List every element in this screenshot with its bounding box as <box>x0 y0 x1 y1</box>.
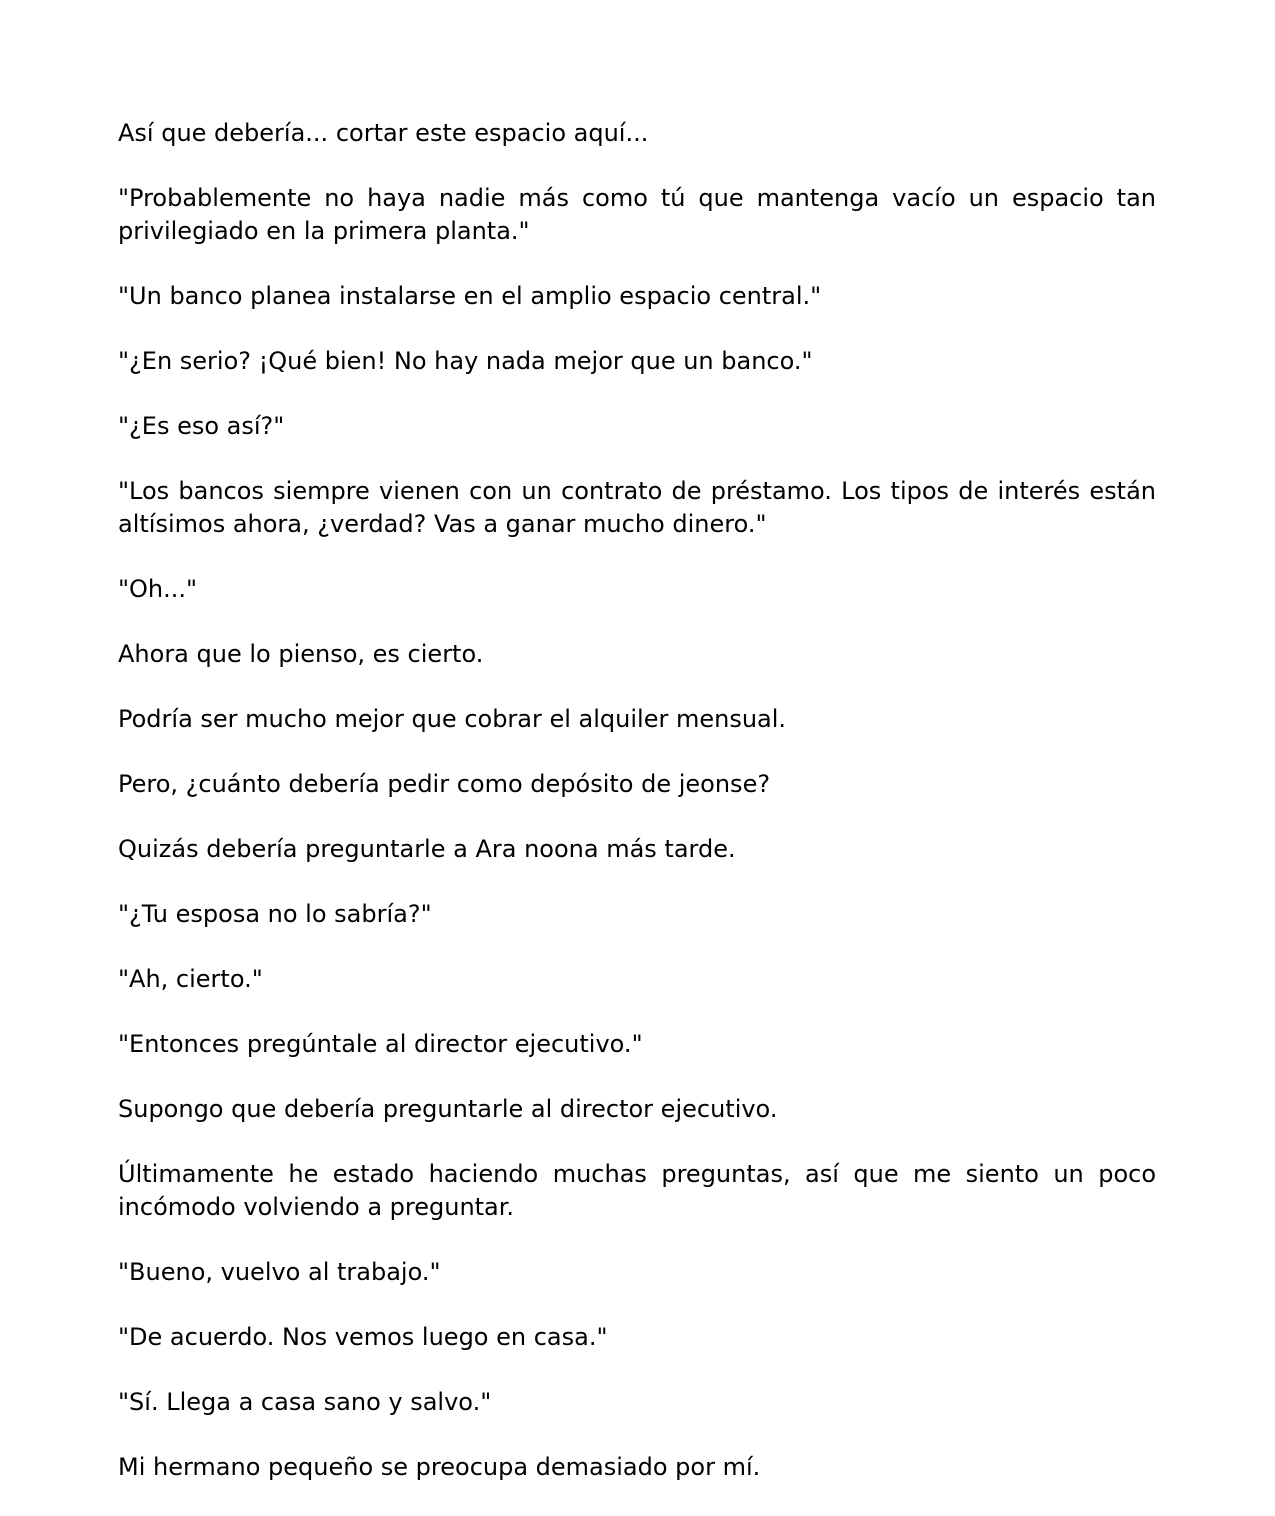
paragraph-3: "Un banco planea instalarse en el amplio espacio central." <box>118 282 822 310</box>
paragraph-6: "Los bancos siempre vienen con un contrato de préstamo. Los tipos de interés están altísimos ahora, ¿verdad? Vas a ganar mucho dinero." <box>118 477 1156 538</box>
paragraph-17: "Bueno, vuelvo al trabajo." <box>118 1258 441 1286</box>
paragraph-19: "Sí. Llega a casa sano y salvo." <box>118 1388 492 1416</box>
paragraph-4: "¿En serio? ¡Qué bien! No hay nada mejor que un banco." <box>118 347 813 375</box>
paragraph-8: Ahora que lo pienso, es cierto. <box>118 640 484 668</box>
document-page <box>118 117 1156 1516</box>
paragraph-15: Supongo que debería preguntarle al director ejecutivo. <box>118 1095 778 1123</box>
paragraph-12: "¿Tu esposa no lo sabría?" <box>118 900 432 928</box>
paragraph-7: "Oh..." <box>118 575 198 603</box>
paragraph-14: "Entonces pregúntale al director ejecutivo." <box>118 1030 643 1058</box>
paragraph-11: Quizás debería preguntarle a Ara noona más tarde. <box>118 835 736 863</box>
paragraph-18: "De acuerdo. Nos vemos luego en casa." <box>118 1323 608 1351</box>
paragraph-16: Últimamente he estado haciendo muchas preguntas, así que me siento un poco incómodo volviendo a preguntar. <box>118 1160 1156 1221</box>
paragraph-20: Mi hermano pequeño se preocupa demasiado por mí. <box>118 1453 761 1481</box>
paragraph-9: Podría ser mucho mejor que cobrar el alquiler mensual. <box>118 705 787 733</box>
paragraph-10: Pero, ¿cuánto debería pedir como depósito de jeonse? <box>118 770 771 798</box>
paragraph-5: "¿Es eso así?" <box>118 412 285 440</box>
paragraph-2: "Probablemente no haya nadie más como tú que mantenga vacío un espacio tan privilegiado en la primera planta." <box>118 184 1156 245</box>
paragraph-1: Así que debería... cortar este espacio aquí... <box>118 119 649 147</box>
paragraph-13: "Ah, cierto." <box>118 965 263 993</box>
